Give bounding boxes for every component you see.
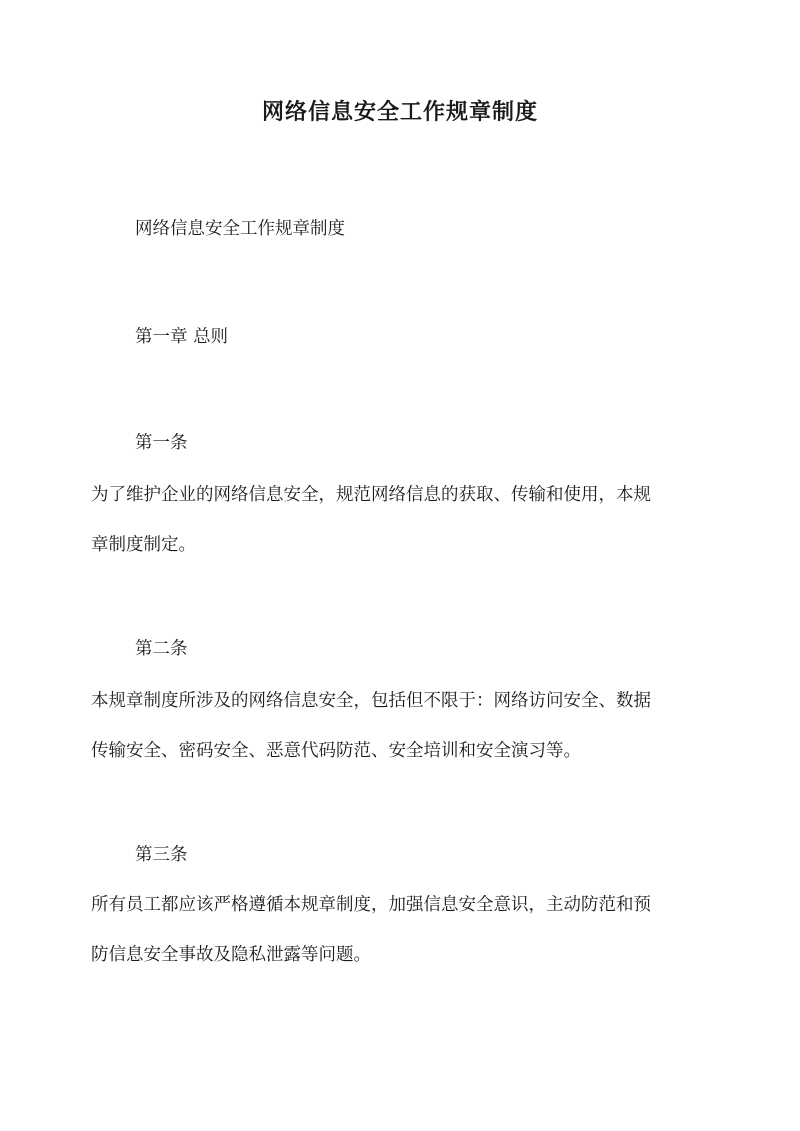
- article-1-line-1: 为了维护企业的网络信息安全，规范网络信息的获取、传输和使用，本规: [91, 485, 651, 505]
- document-subtitle: 网络信息安全工作规章制度: [135, 219, 345, 239]
- article-2-line-2: 传输安全、密码安全、恶意代码防范、安全培训和安全演习等。: [91, 741, 581, 761]
- chapter-heading: 第一章 总则: [135, 327, 229, 347]
- article-1-heading: 第一条: [135, 433, 188, 453]
- article-3-line-1: 所有员工都应该严格遵循本规章制度，加强信息安全意识，主动防范和预: [91, 895, 651, 915]
- article-3-line-2: 防信息安全事故及隐私泄露等问题。: [91, 945, 371, 965]
- article-2-line-1: 本规章制度所涉及的网络信息安全，包括但不限于：网络访问安全、数据: [91, 691, 651, 711]
- article-2-heading: 第二条: [135, 639, 188, 659]
- article-3-heading: 第三条: [135, 845, 188, 865]
- article-1-line-2: 章制度制定。: [91, 535, 196, 555]
- document-title: 网络信息安全工作规章制度: [261, 99, 538, 125]
